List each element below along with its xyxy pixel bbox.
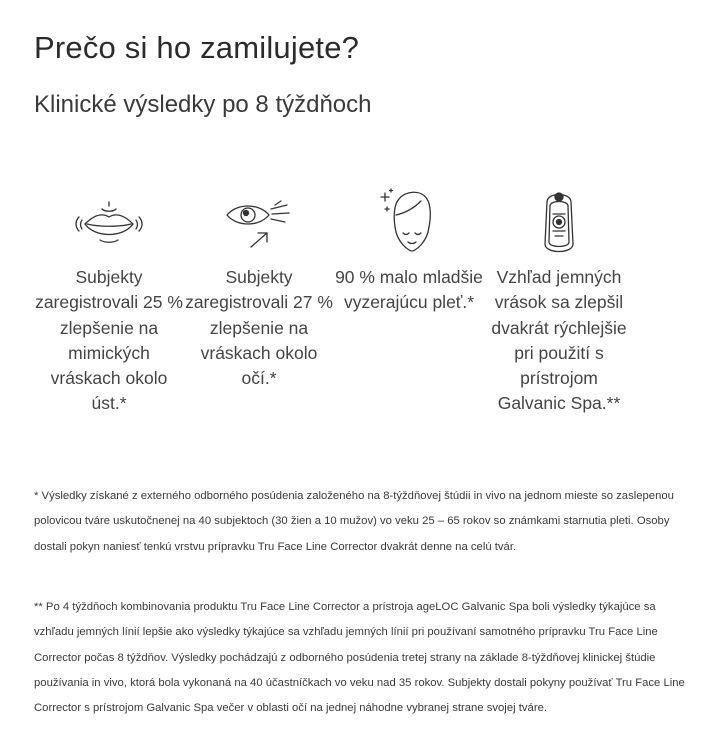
footnote-1: * Výsledky získané z externého odborného posúdenia založeného na 8-týždňovej štúdii in vivo na jednom mieste so zaslepenou polovicou tváre uskutočnenej na 40 subjektoch (30 žien a 10 mužov) vo veku 25 – 65 rokov so známkami starnutia pleti. Osoby dostali pokyn naniesť tenkú vrstvu prípravku Tru Face Line Corrector dvakrát denne na celú tvár. xyxy=(34,490,674,553)
feature-face-text: 90 % malo mladšie vyzerajúcu pleť.* xyxy=(335,267,483,313)
feature-lips xyxy=(34,185,184,417)
feature-lips-text: Subjekty zaregistrovali 25 % zlepšenie na mimických vráskach okolo úst.* xyxy=(35,267,183,414)
feature-eye-text: Subjekty zaregistrovali 27 % zlepšenie na vráskach okolo očí.* xyxy=(185,267,333,389)
lips-wrinkles-icon xyxy=(71,185,147,261)
feature-device-text: Vzhľad jemných vrások sa zlepšil dvakrát rýchlejšie pri použití s prístrojom Galvanic Spa.** xyxy=(491,267,627,414)
eye-wrinkles-icon xyxy=(221,185,297,261)
page-title: Prečo si ho zamilujete? xyxy=(34,30,360,65)
galvanic-spa-device-icon xyxy=(539,185,579,261)
feature-face xyxy=(334,185,484,417)
face-towel-sparkle-icon xyxy=(379,185,439,261)
page-subtitle: Klinické výsledky po 8 týždňoch xyxy=(34,91,372,118)
footnote-2: ** Po 4 týždňoch kombinovania produktu Tru Face Line Corrector a prístroja ageLOC Galvanic Spa boli výsledky týkajúce sa vzhľadu jemných línií lepšie ako výsledky týkajúce sa vzhľadu jemných línií pri používaní samotného prípravku Tru Face Line Corrector počas 8 týždňov. Výsledky pochádzajú z odborného posúdenia tretej strany na základe 8-týždňovej klinickej štúdie používania in vivo, ktorá bola vykonaná na 40 účastníčkach vo veku nad 35 rokov. Subjekty dostali pokyny používať Tru Face Line Corrector s prístrojom Galvanic Spa večer v oblasti očí na jednej náhodne vybranej strane svojej tváre. xyxy=(34,601,685,715)
feature-eye xyxy=(184,185,334,417)
feature-device xyxy=(484,185,634,417)
features-row xyxy=(34,185,634,417)
